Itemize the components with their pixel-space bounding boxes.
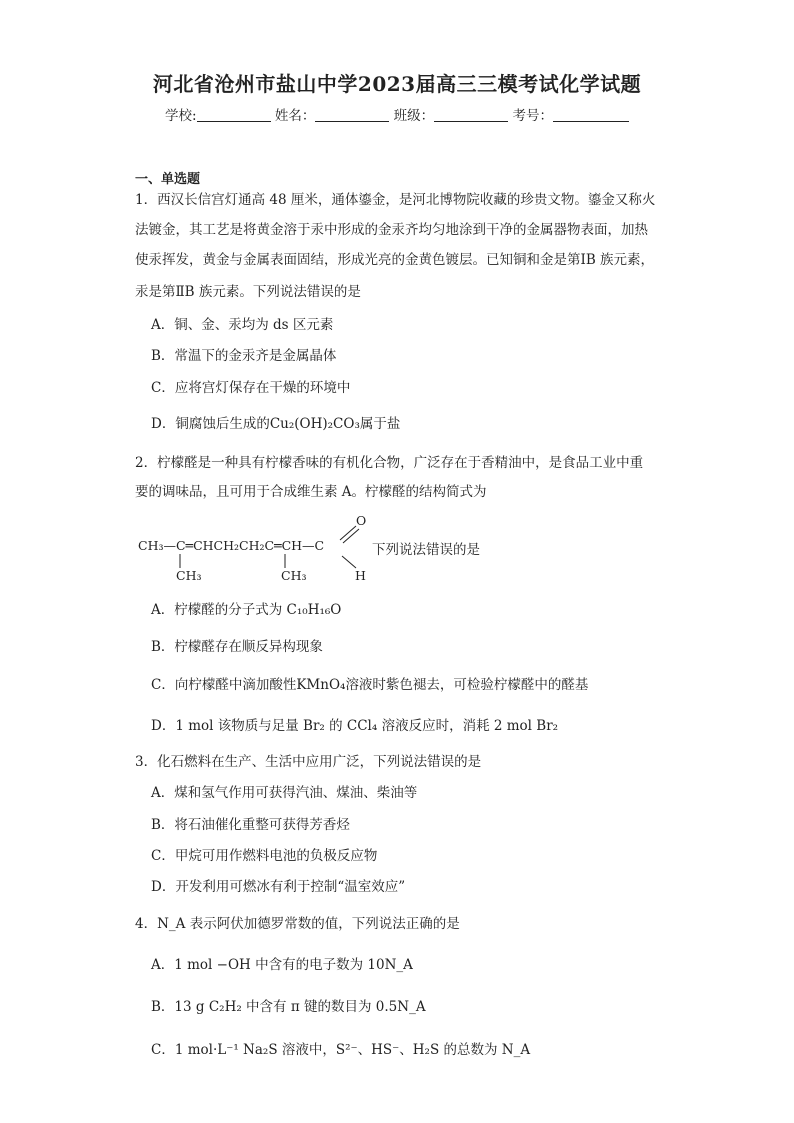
- citral-structure-diagram: [138, 512, 368, 584]
- q4-option-c[interactable]: C．1 mol·L⁻¹ Na₂S 溶液中，S²⁻、HS⁻、H₂S 的总数为 N_A: [151, 1042, 531, 1058]
- q1-option-d-text: D．铜腐蚀后生成的: [151, 416, 270, 432]
- q2-option-c-suffix: 溶液时紫色褪去，可检验柠檬醛中的醛基: [345, 677, 589, 693]
- q1-line-1: 1．西汉长信宫灯通高 48 厘米，通体鎏金，是河北博物院收藏的珍贵文物。鎏金又称火: [135, 192, 656, 208]
- structure-hydrogen: H: [355, 568, 366, 583]
- carbonyl-bond-b: [343, 529, 359, 543]
- q1-option-d[interactable]: [151, 414, 400, 434]
- q3-option-c[interactable]: C．甲烷可用作燃料电池的负极反应物: [151, 848, 378, 864]
- student-info-row: [165, 104, 629, 124]
- q2-option-c[interactable]: [151, 675, 588, 695]
- q3-option-d[interactable]: D．开发利用可燃冰有利于控制“温室效应”: [151, 879, 406, 895]
- structure-oxygen: O: [356, 513, 367, 528]
- name-field[interactable]: [315, 107, 389, 122]
- q4-option-a[interactable]: A．1 mol −OH 中含有的电子数为 10N_A: [151, 957, 413, 973]
- q2-option-a[interactable]: A．柠檬醛的分子式为 C₁₀H₁₆O: [151, 602, 342, 618]
- q2-option-d[interactable]: D．1 mol 该物质与足量 Br₂ 的 CCl₄ 溶液反应时，消耗 2 mol Br₂: [151, 718, 559, 734]
- aldehyde-h-bond: [342, 556, 356, 568]
- structure-branch-2: CH₃: [281, 568, 307, 583]
- q3-stem: 3．化石燃料在生产、生活中应用广泛，下列说法错误的是: [135, 754, 482, 770]
- q1-option-b[interactable]: B．常温下的金汞齐是金属晶体: [151, 348, 337, 364]
- school-field[interactable]: [197, 107, 271, 122]
- q1-option-d-suffix: 属于盐: [359, 416, 401, 432]
- structure-branch-1: CH₃: [176, 568, 202, 583]
- q2-option-c-text: C．向柠檬醛中滴加酸性: [151, 677, 297, 693]
- q3-option-b[interactable]: B．将石油催化重整可获得芳香烃: [151, 817, 350, 833]
- school-label: 学校:: [165, 108, 197, 124]
- q2-line-2: 要的调味品，且可用于合成维生素 A。柠檬醛的结构简式为: [135, 484, 487, 500]
- q1-line-3: 使汞挥发，黄金与金属表面固结，形成光亮的金黄色镀层。已知铜和金是第ⅠB 族元素，: [135, 252, 655, 268]
- q4-stem: 4．N_A 表示阿伏加德罗常数的值，下列说法正确的是: [135, 916, 460, 932]
- carbonyl-bond-a: [340, 526, 356, 540]
- q2-line-1: 2．柠檬醛是一种具有柠檬香味的有机化合物，广泛存在于香精油中，是食品工业中重: [135, 455, 644, 471]
- class-label: 班级：: [393, 108, 435, 124]
- section-title: 一、单选题: [135, 172, 201, 187]
- number-label: 考号：: [512, 108, 553, 124]
- number-field[interactable]: [553, 107, 629, 122]
- exam-title: 河北省沧州市盐山中学2023届高三三模考试化学试题: [152, 72, 642, 96]
- structure-main-chain: CH₃—C═CHCH₂CH₂C═CH—C: [138, 538, 325, 553]
- q2-structure-note: 下列说法错误的是: [372, 542, 480, 558]
- name-label: 姓名：: [274, 108, 316, 124]
- q1-line-2: 法镀金，其工艺是将黄金溶于汞中形成的金汞齐均匀地涂到干净的金属器物表面，加热: [135, 222, 648, 238]
- q1-option-d-formula: Cu₂(OH)₂CO₃: [269, 416, 360, 432]
- q1-option-c[interactable]: C．应将宫灯保存在干燥的环境中: [151, 380, 351, 396]
- q3-option-a[interactable]: A．煤和氢气作用可获得汽油、煤油、柴油等: [151, 785, 418, 801]
- q1-option-a[interactable]: A．铜、金、汞均为 ds 区元素: [151, 317, 334, 333]
- q1-line-4: 汞是第ⅡB 族元素。下列说法错误的是: [135, 284, 361, 300]
- q2-option-b[interactable]: B．柠檬醛存在顺反异构现象: [151, 639, 323, 655]
- q4-option-b[interactable]: B．13 g C₂H₂ 中含有 π 键的数目为 0.5N_A: [151, 999, 426, 1015]
- q2-option-c-formula: KMnO₄: [296, 677, 346, 693]
- class-field[interactable]: [434, 107, 508, 122]
